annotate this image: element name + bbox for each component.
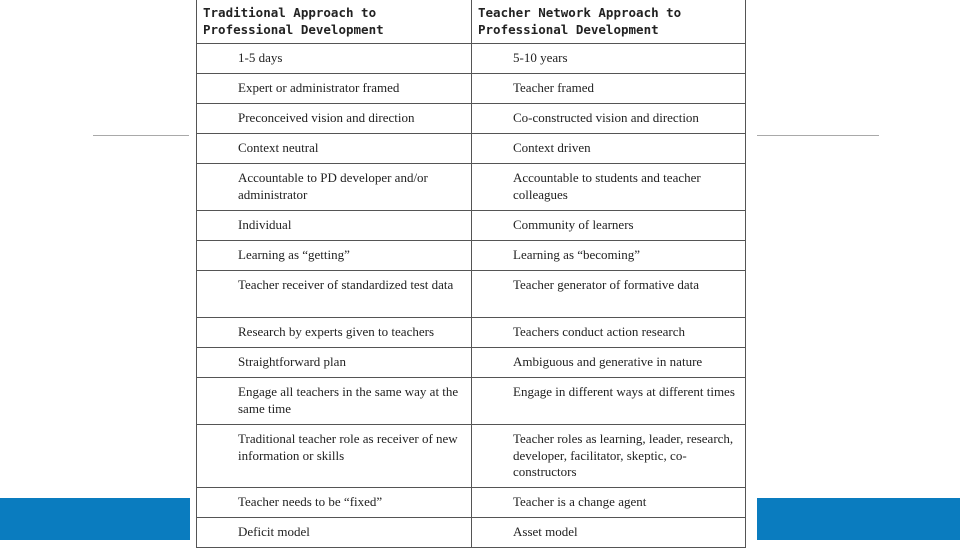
table-row: [197, 318, 746, 348]
pd-comparison-table: [196, 0, 746, 548]
traditional-text: Individual: [238, 217, 292, 232]
traditional-cell: [197, 378, 472, 425]
network-cell: [472, 104, 746, 134]
table-row: [197, 518, 746, 548]
traditional-text: Teacher needs to be “fixed”: [238, 494, 383, 509]
network-text: Co-constructed vision and direction: [513, 110, 699, 125]
network-text: Teacher generator of formative data: [513, 277, 700, 292]
network-text: Ambiguous and generative in nature: [513, 354, 703, 369]
network-text: Teacher framed: [513, 80, 595, 95]
traditional-cell: [197, 348, 472, 378]
network-cell: [472, 488, 746, 518]
traditional-cell: [197, 44, 472, 74]
network-cell: [472, 44, 746, 74]
traditional-cell: [197, 211, 472, 241]
table-row: [197, 488, 746, 518]
traditional-text: Traditional teacher role as receiver of new information or skills: [238, 431, 458, 463]
network-cell: [472, 164, 746, 211]
network-text: Engage in different ways at different times: [513, 384, 735, 399]
network-cell: [472, 518, 746, 548]
traditional-text: Straightforward plan: [238, 354, 346, 369]
network-cell: [472, 74, 746, 104]
slide-divider-right: [757, 135, 879, 136]
traditional-text: Teacher receiver of standardized test data: [238, 277, 454, 292]
traditional-cell: [197, 241, 472, 271]
footer-accent-bar-left: [0, 498, 190, 540]
network-text: Teachers conduct action research: [513, 324, 685, 339]
network-cell: [472, 425, 746, 488]
traditional-text: Deficit model: [238, 524, 310, 539]
traditional-text: Context neutral: [238, 140, 319, 155]
traditional-cell: [197, 425, 472, 488]
traditional-cell: [197, 518, 472, 548]
table-row: [197, 271, 746, 318]
network-cell: [472, 271, 746, 318]
header-traditional: Traditional Approach to Professional Development: [197, 0, 472, 44]
network-cell: [472, 211, 746, 241]
slide-divider-left: [93, 135, 189, 136]
traditional-cell: [197, 488, 472, 518]
traditional-cell: [197, 74, 472, 104]
table-row: [197, 425, 746, 488]
network-cell: [472, 318, 746, 348]
traditional-cell: [197, 271, 472, 318]
traditional-cell: [197, 318, 472, 348]
traditional-text: Accountable to PD developer and/or administrator: [238, 170, 428, 202]
network-text: Learning as “becoming”: [513, 247, 641, 262]
traditional-cell: [197, 104, 472, 134]
table-row: [197, 378, 746, 425]
network-cell: [472, 378, 746, 425]
traditional-text: Preconceived vision and direction: [238, 110, 415, 125]
network-text: Asset model: [513, 524, 578, 539]
traditional-text: 1-5 days: [238, 50, 283, 65]
traditional-text: Learning as “getting”: [238, 247, 350, 262]
table-row: [197, 164, 746, 211]
header-teacher-network: Teacher Network Approach to Professional Development: [472, 0, 746, 44]
traditional-cell: [197, 164, 472, 211]
table-row: [197, 348, 746, 378]
network-text: 5-10 years: [513, 50, 568, 65]
table-row: [197, 104, 746, 134]
table-row: [197, 74, 746, 104]
traditional-text: Research by experts given to teachers: [238, 324, 435, 339]
table-row: [197, 44, 746, 74]
network-cell: [472, 241, 746, 271]
network-text: Teacher roles as learning, leader, research, developer, facilitator, skeptic, co-constructors: [513, 431, 734, 479]
network-text: Accountable to students and teacher colleagues: [513, 170, 701, 202]
traditional-text: Engage all teachers in the same way at the same time: [238, 384, 459, 416]
network-cell: [472, 348, 746, 378]
traditional-cell: [197, 134, 472, 164]
network-text: Teacher is a change agent: [513, 494, 647, 509]
traditional-text: Expert or administrator framed: [238, 80, 400, 95]
table-row: [197, 211, 746, 241]
network-cell: [472, 134, 746, 164]
network-text: Context driven: [513, 140, 591, 155]
table-header-row: [197, 0, 746, 44]
table-row: [197, 134, 746, 164]
table-row: [197, 241, 746, 271]
comparison-table-image: [190, 0, 757, 540]
footer-accent-bar-right: [757, 498, 960, 540]
network-text: Community of learners: [513, 217, 634, 232]
